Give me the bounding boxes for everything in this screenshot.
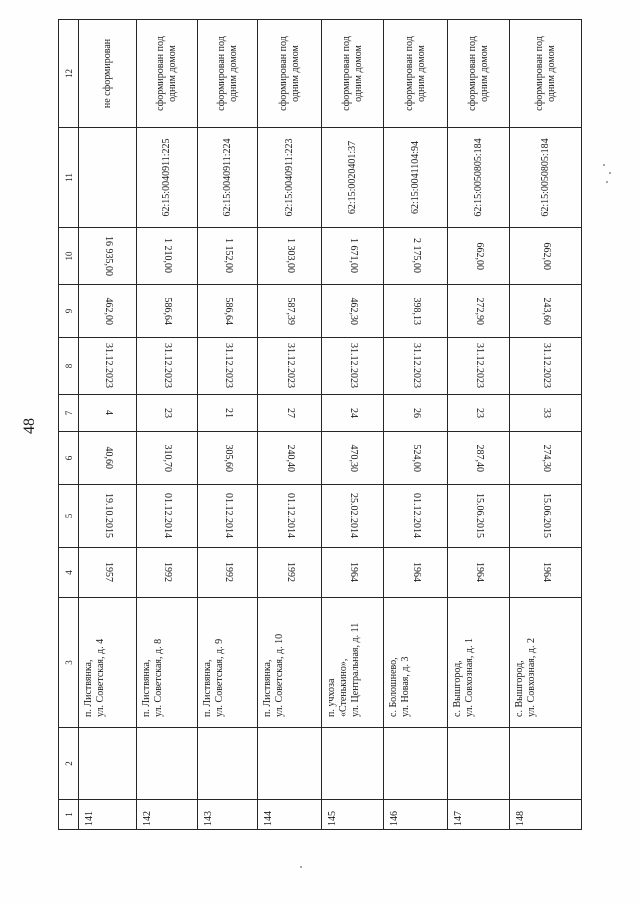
count-text: 26 bbox=[410, 408, 422, 418]
count-text: 33 bbox=[540, 408, 552, 418]
value-cell bbox=[384, 285, 448, 338]
value-cell bbox=[448, 432, 510, 485]
address-line: «Стенькино», bbox=[338, 658, 349, 717]
address-cell bbox=[322, 598, 384, 728]
table-row bbox=[322, 20, 384, 830]
count-text: 23 bbox=[162, 408, 173, 418]
address-line: п. Листвянка, bbox=[83, 659, 94, 717]
count-cell bbox=[198, 395, 258, 432]
amount-text: 1 671,00 bbox=[347, 238, 359, 274]
column-number-header: 6 bbox=[59, 432, 79, 485]
year-cell bbox=[137, 548, 198, 598]
amount-text: 16 935,00 bbox=[102, 236, 114, 276]
value-text: 586,64 bbox=[162, 297, 173, 325]
amount-cell bbox=[448, 228, 510, 285]
row-number-text: 144 bbox=[263, 811, 274, 826]
date-text: 31.12.2023 bbox=[540, 343, 552, 389]
year-cell bbox=[79, 548, 137, 598]
status-cell bbox=[322, 20, 384, 128]
value-cell bbox=[137, 285, 198, 338]
table-body bbox=[79, 20, 582, 830]
address-line: ул. Центральная, д. 11 bbox=[350, 622, 361, 717]
date-cell bbox=[137, 338, 198, 395]
value-cell bbox=[258, 285, 322, 338]
column-number-header: 3 bbox=[59, 598, 79, 728]
amount-text: 662,00 bbox=[540, 242, 552, 270]
cadastral-number-text: 62:15:0040911:223 bbox=[283, 138, 295, 217]
blank-cell bbox=[198, 728, 258, 800]
year-cell bbox=[198, 548, 258, 598]
amount-cell bbox=[258, 228, 322, 285]
value-cell bbox=[79, 432, 137, 485]
blank-cell bbox=[448, 728, 510, 800]
date-text: 31.12.2023 bbox=[410, 343, 422, 389]
year-text: 1964 bbox=[347, 562, 359, 583]
table-header-row bbox=[59, 20, 79, 830]
year-text: 1957 bbox=[102, 562, 114, 583]
date-cell bbox=[198, 338, 258, 395]
row-number-cell bbox=[322, 800, 384, 830]
address-line: ул. Советская, д. 8 bbox=[153, 638, 164, 717]
year-cell bbox=[258, 548, 322, 598]
count-text: 24 bbox=[347, 408, 359, 418]
cadastral-number-cell bbox=[79, 128, 137, 228]
cadastral-number-cell bbox=[322, 128, 384, 228]
scan-speck bbox=[606, 181, 608, 183]
value-text: 274,30 bbox=[540, 444, 552, 472]
address-line: с. Вышгород, bbox=[452, 660, 463, 717]
count-text: 4 bbox=[102, 410, 114, 416]
value-text: 40,60 bbox=[102, 446, 114, 470]
amount-text: 2 175,00 bbox=[410, 238, 422, 274]
scan-speck bbox=[603, 164, 605, 166]
value-text: 524,00 bbox=[410, 444, 422, 472]
table-row bbox=[198, 20, 258, 830]
date-cell bbox=[79, 485, 137, 548]
date-cell bbox=[258, 485, 322, 548]
count-cell bbox=[510, 395, 582, 432]
table-row bbox=[258, 20, 322, 830]
count-cell bbox=[322, 395, 384, 432]
date-cell bbox=[510, 485, 582, 548]
value-cell bbox=[79, 285, 137, 338]
cadastral-number-cell bbox=[137, 128, 198, 228]
date-text: 31.12.2023 bbox=[473, 343, 485, 389]
value-text: 310,70 bbox=[162, 444, 173, 472]
scan-speck bbox=[300, 866, 302, 868]
date-text: 31.12.2023 bbox=[347, 343, 359, 389]
date-cell bbox=[510, 338, 582, 395]
date-cell bbox=[322, 485, 384, 548]
date-text: 19.10.2015 bbox=[102, 493, 114, 539]
table-row bbox=[384, 20, 448, 830]
year-cell bbox=[510, 548, 582, 598]
housing-table-container bbox=[58, 20, 580, 830]
address-line: п. Листвянка, bbox=[262, 659, 273, 717]
column-number-header: 10 bbox=[59, 228, 79, 285]
cadastral-number-text: 62:15:0041104:94 bbox=[409, 141, 421, 214]
cadastral-number-cell bbox=[384, 128, 448, 228]
column-number-header: 12 bbox=[59, 20, 79, 128]
year-text: 1992 bbox=[284, 562, 296, 583]
column-number-header: 1 bbox=[59, 800, 79, 830]
value-cell bbox=[198, 432, 258, 485]
address-line: п. Листвянка, bbox=[202, 659, 213, 717]
column-number-header: 8 bbox=[59, 338, 79, 395]
count-text: 21 bbox=[222, 408, 234, 418]
date-text: 31.12.2023 bbox=[162, 343, 173, 389]
value-text: 470,30 bbox=[347, 444, 359, 472]
address-line: п. Листвянка, bbox=[141, 659, 152, 717]
column-number-header: 2 bbox=[59, 728, 79, 800]
address-line: с. Вышгород, bbox=[514, 660, 525, 717]
year-text: 1964 bbox=[410, 562, 422, 583]
value-cell bbox=[510, 285, 582, 338]
cadastral-number-text: 62:15:0040911:225 bbox=[161, 138, 172, 217]
date-cell bbox=[448, 338, 510, 395]
table-row bbox=[137, 20, 198, 830]
row-number-cell bbox=[384, 800, 448, 830]
cadastral-number-text: 62:15:0020401:37 bbox=[346, 140, 358, 215]
count-text: 23 bbox=[473, 408, 485, 418]
address-cell bbox=[510, 598, 582, 728]
value-cell bbox=[322, 432, 384, 485]
status-text: сформирован под одним домом bbox=[277, 36, 301, 111]
amount-cell bbox=[510, 228, 582, 285]
address-line: ул. Новая, д. 3 bbox=[400, 656, 411, 717]
value-text: 240,40 bbox=[284, 444, 296, 472]
date-text: 01.12.2014 bbox=[222, 493, 234, 539]
count-cell bbox=[137, 395, 198, 432]
table-row bbox=[510, 20, 582, 830]
blank-cell bbox=[258, 728, 322, 800]
count-text: 27 bbox=[284, 408, 296, 418]
status-cell bbox=[384, 20, 448, 128]
cadastral-number-text: 62:15:0050805:184 bbox=[472, 138, 484, 217]
value-text: 287,40 bbox=[473, 444, 485, 472]
date-cell bbox=[137, 485, 198, 548]
row-number-text: 148 bbox=[515, 811, 526, 826]
address-cell bbox=[448, 598, 510, 728]
date-text: 15.06.2015 bbox=[473, 493, 485, 539]
row-number-cell bbox=[258, 800, 322, 830]
address-cell bbox=[137, 598, 198, 728]
status-text: сформирован под одним домом bbox=[340, 36, 364, 111]
address-line: ул. Советская, д. 10 bbox=[274, 633, 285, 717]
status-text: сформирован под одним домом bbox=[533, 36, 557, 111]
status-cell bbox=[448, 20, 510, 128]
value-cell bbox=[258, 432, 322, 485]
year-text: 1964 bbox=[540, 562, 552, 583]
value-text: 243,60 bbox=[540, 297, 552, 325]
row-number-text: 141 bbox=[84, 811, 95, 826]
value-text: 272,90 bbox=[473, 297, 485, 325]
value-cell bbox=[384, 432, 448, 485]
value-text: 305,60 bbox=[222, 444, 234, 472]
row-number-cell bbox=[198, 800, 258, 830]
status-text: не сформирован bbox=[101, 38, 113, 109]
address-line: ул. Совхозная, д. 1 bbox=[464, 638, 475, 717]
row-number-cell bbox=[137, 800, 198, 830]
value-cell bbox=[198, 285, 258, 338]
amount-cell bbox=[79, 228, 137, 285]
amount-text: 662,00 bbox=[473, 242, 485, 270]
row-number-cell bbox=[448, 800, 510, 830]
date-text: 15.06.2015 bbox=[540, 493, 552, 539]
status-cell bbox=[79, 20, 137, 128]
table-row bbox=[79, 20, 137, 830]
value-cell bbox=[510, 432, 582, 485]
housing-table bbox=[58, 19, 582, 830]
date-text: 01.12.2014 bbox=[162, 493, 173, 539]
row-number-text: 147 bbox=[453, 811, 464, 826]
address-line: с. Болошнево, bbox=[388, 657, 399, 717]
status-cell bbox=[137, 20, 198, 128]
date-text: 01.12.2014 bbox=[284, 493, 296, 539]
column-number-header: 4 bbox=[59, 548, 79, 598]
date-text: 01.12.2014 bbox=[410, 493, 422, 539]
page-number: 48 bbox=[21, 418, 38, 434]
status-cell bbox=[198, 20, 258, 128]
date-text: 31.12.2023 bbox=[102, 343, 114, 389]
address-cell bbox=[384, 598, 448, 728]
date-cell bbox=[322, 338, 384, 395]
row-number-cell bbox=[510, 800, 582, 830]
column-number-header: 9 bbox=[59, 285, 79, 338]
year-cell bbox=[322, 548, 384, 598]
status-cell bbox=[258, 20, 322, 128]
row-number-text: 145 bbox=[327, 811, 338, 826]
status-text: сформирован под одним домом bbox=[155, 36, 178, 111]
blank-cell bbox=[79, 728, 137, 800]
count-cell bbox=[384, 395, 448, 432]
column-number-header: 5 bbox=[59, 485, 79, 548]
cadastral-number-cell bbox=[448, 128, 510, 228]
blank-cell bbox=[322, 728, 384, 800]
value-cell bbox=[322, 285, 384, 338]
value-cell bbox=[137, 432, 198, 485]
address-line: п. учхоза bbox=[326, 678, 337, 717]
blank-cell bbox=[384, 728, 448, 800]
address-cell bbox=[258, 598, 322, 728]
cadastral-number-cell bbox=[198, 128, 258, 228]
count-cell bbox=[258, 395, 322, 432]
year-text: 1964 bbox=[473, 562, 485, 583]
date-cell bbox=[448, 485, 510, 548]
table-row bbox=[448, 20, 510, 830]
value-text: 462,30 bbox=[347, 297, 359, 325]
address-line: ул. Совхозная, д. 2 bbox=[526, 638, 537, 717]
year-cell bbox=[448, 548, 510, 598]
value-text: 398,13 bbox=[410, 297, 422, 325]
column-number-header: 11 bbox=[59, 128, 79, 228]
row-number-text: 142 bbox=[142, 811, 153, 826]
blank-cell bbox=[510, 728, 582, 800]
address-cell bbox=[79, 598, 137, 728]
value-cell bbox=[448, 285, 510, 338]
status-text: сформирован под одним домом bbox=[215, 36, 239, 111]
row-number-cell bbox=[79, 800, 137, 830]
amount-cell bbox=[384, 228, 448, 285]
cadastral-number-text: 62:15:0040911:224 bbox=[221, 138, 233, 217]
amount-text: 1 303,00 bbox=[284, 238, 296, 274]
cadastral-number-cell bbox=[510, 128, 582, 228]
date-cell bbox=[384, 338, 448, 395]
value-text: 587,39 bbox=[284, 297, 296, 325]
date-text: 31.12.2023 bbox=[222, 343, 234, 389]
date-text: 31.12.2023 bbox=[284, 343, 296, 389]
amount-cell bbox=[322, 228, 384, 285]
amount-text: 1 210,00 bbox=[162, 238, 173, 274]
value-text: 462,00 bbox=[102, 297, 114, 325]
address-line: ул. Советская, д. 9 bbox=[214, 638, 225, 717]
address-cell bbox=[198, 598, 258, 728]
row-number-text: 146 bbox=[389, 811, 400, 826]
status-cell bbox=[510, 20, 582, 128]
date-text: 25.02.2014 bbox=[347, 493, 359, 539]
amount-cell bbox=[198, 228, 258, 285]
row-number-text: 143 bbox=[203, 811, 214, 826]
column-number-header: 7 bbox=[59, 395, 79, 432]
date-cell bbox=[258, 338, 322, 395]
amount-cell bbox=[137, 228, 198, 285]
year-text: 1992 bbox=[222, 562, 234, 583]
year-text: 1992 bbox=[162, 562, 173, 583]
count-cell bbox=[79, 395, 137, 432]
status-text: сформирован под одним домом bbox=[403, 36, 427, 111]
scan-speck bbox=[609, 172, 611, 174]
count-cell bbox=[448, 395, 510, 432]
value-text: 586,64 bbox=[222, 297, 234, 325]
date-cell bbox=[79, 338, 137, 395]
date-cell bbox=[198, 485, 258, 548]
status-text: сформирован под одним домом bbox=[466, 36, 490, 111]
address-line: ул. Советская, д. 4 bbox=[95, 638, 106, 717]
date-cell bbox=[384, 485, 448, 548]
cadastral-number-cell bbox=[258, 128, 322, 228]
amount-text: 1 152,00 bbox=[222, 238, 234, 274]
year-cell bbox=[384, 548, 448, 598]
blank-cell bbox=[137, 728, 198, 800]
cadastral-number-text: 62:15:0050805:184 bbox=[539, 138, 551, 217]
